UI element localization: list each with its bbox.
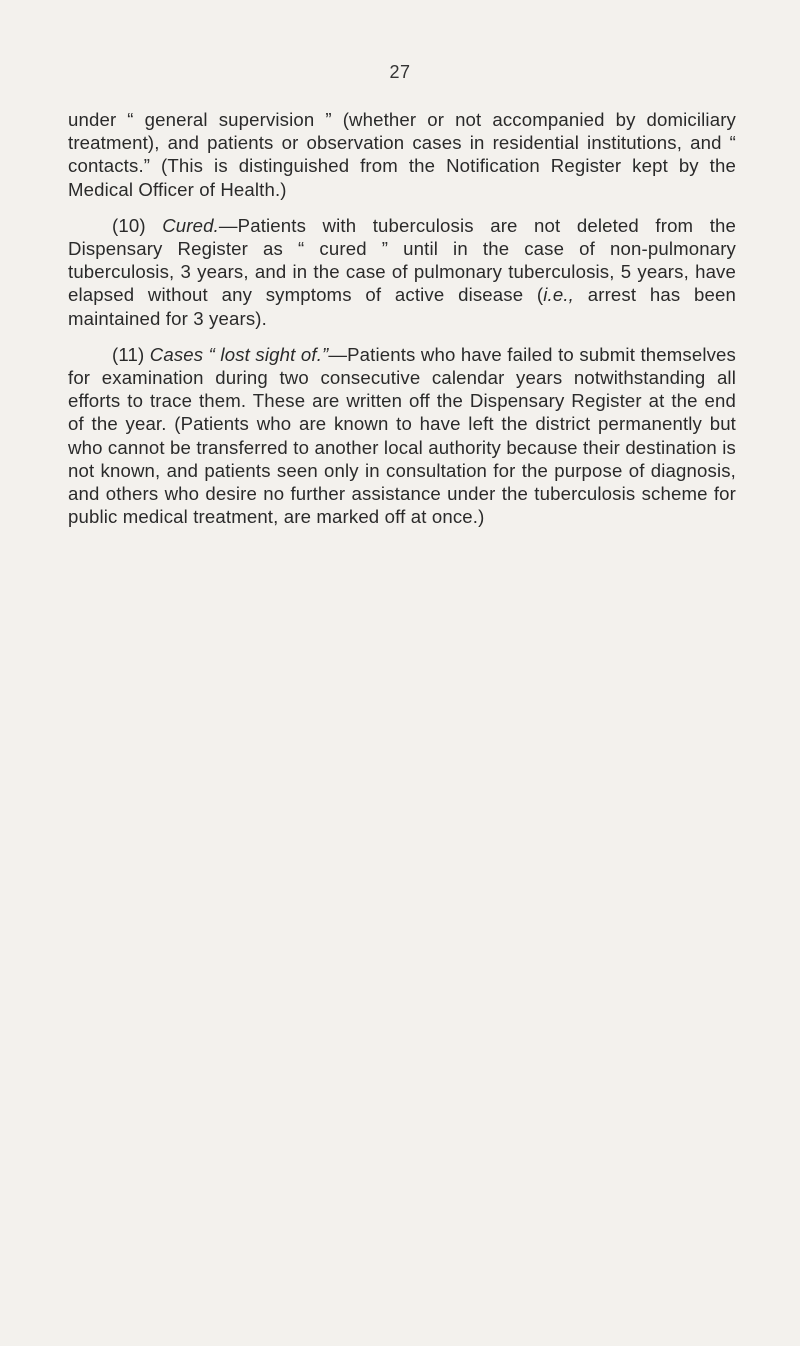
paragraph-number: (11) (112, 343, 145, 365)
paragraph-text-after: arrest has been maintained for 3 years). (68, 284, 736, 329)
paragraph-text: —Patients with tuberculosis are not deleted from the Dispensary Register as “ cured ” until in the case of non-pulmonary tuberculosis, 3 years, and in the case of pulmonary tuberculosis, 5 years, have elapsed without any symptoms of active disease ( (68, 214, 736, 306)
paragraph-continuation (68, 108, 736, 201)
paragraph-number: (10) (112, 214, 146, 236)
paragraph-heading: Cases “ lost sight of.” (149, 343, 329, 365)
paragraph-heading: Cured. (162, 214, 219, 236)
paragraph-lost-sight (68, 343, 736, 529)
body-text (68, 108, 736, 541)
paragraph-text: —Patients who have failed to submit themselves for examination during two consecutive calendar years notwithstanding all efforts to trace them. These are written off the Dispensary Register at the end of the year. (Patients who are known to have left the district permanently but who cannot be transferred to another local authority because their destination is not known, and patients seen only in consultation for the purpose of diagnosis, and others who desire no further assistance under the tuberculosis scheme for public medical treatment, are marked off at once.) (68, 343, 736, 528)
paragraph-cured (68, 214, 736, 330)
paragraph-text: under “ general supervision ” (whether or not accompanied by domiciliary treatment), and patients or observation cases in residential institutions, and “ contacts.” (This is distinguished from the Notification Register kept by the Medical Officer of Health.) (68, 109, 736, 200)
paragraph-abbreviation: i.e., (543, 284, 575, 306)
page-number: 27 (389, 62, 411, 82)
